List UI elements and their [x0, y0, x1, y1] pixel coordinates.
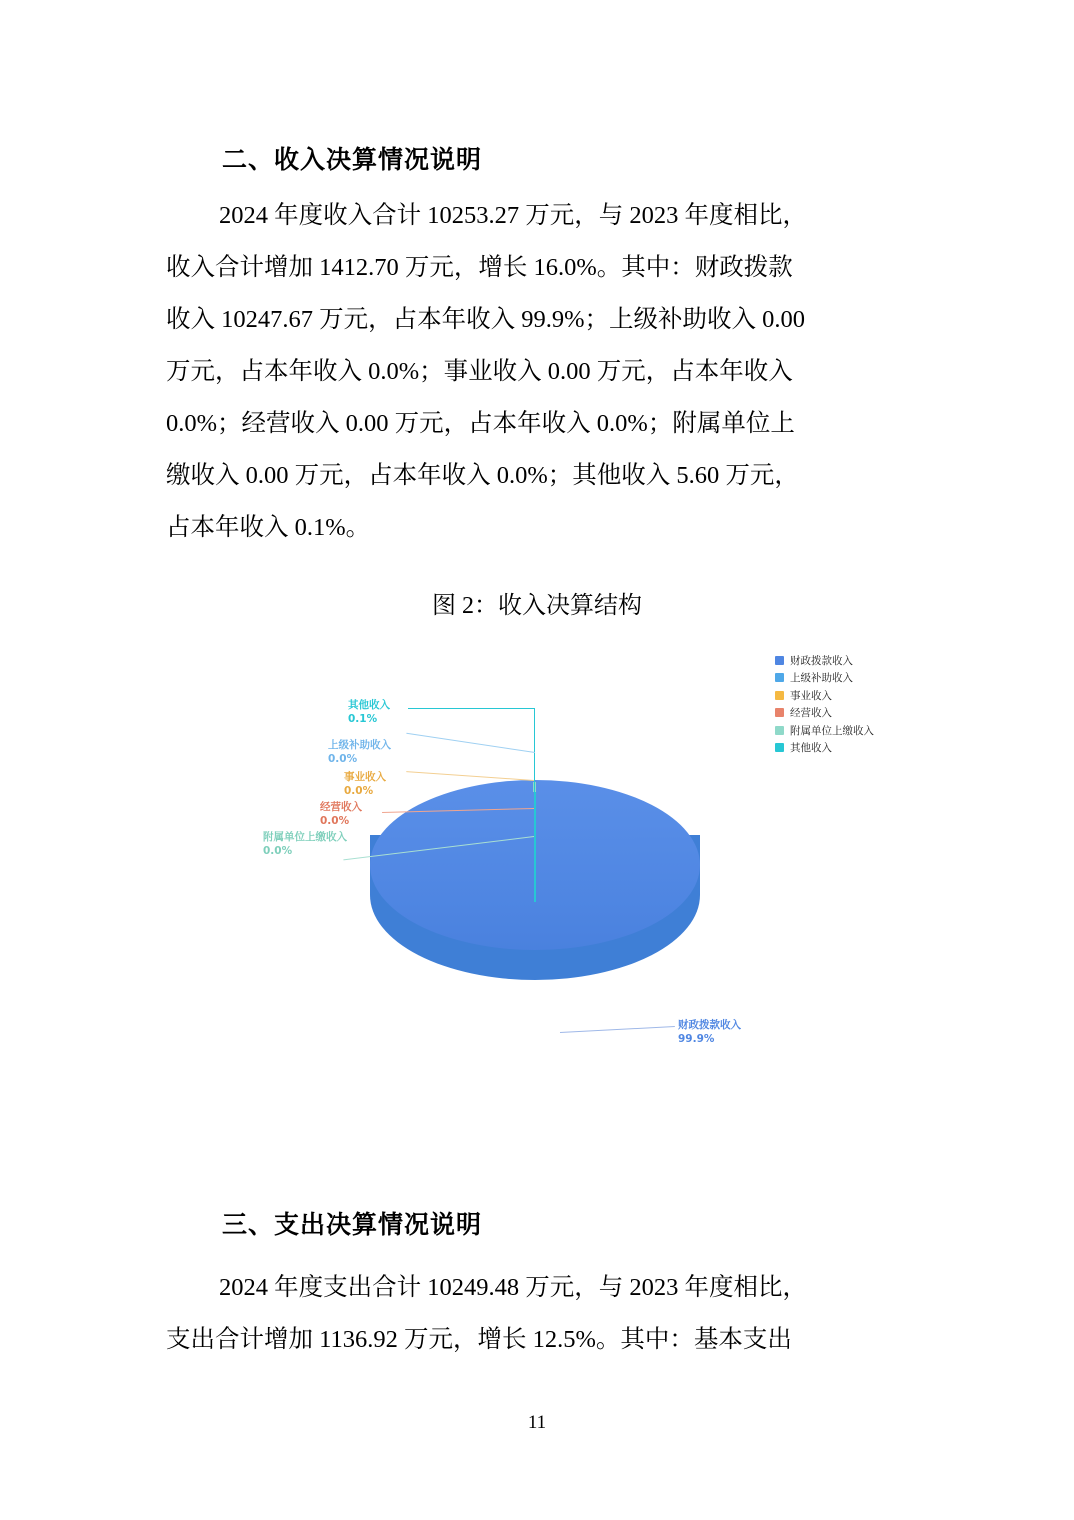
legend-swatch-icon: [775, 743, 784, 752]
legend-swatch-icon: [775, 726, 784, 735]
legend-item: [775, 705, 874, 721]
paragraph-expense: [166, 1262, 926, 1366]
pie-graphic: [370, 780, 700, 1010]
callout-leader-other-horizontal: [408, 708, 535, 709]
chart-legend: [775, 652, 874, 757]
paragraph-line: 缴收入 0.00 万元，占本年收入 0.0%；其他收入 5.60 万元，: [166, 462, 799, 489]
callout-value: 0.0%: [328, 753, 358, 765]
paragraph-line: 2024 年度支出合计 10249.48 万元，与 2023 年度相比，: [219, 1274, 807, 1301]
legend-label: 其他收入: [790, 742, 832, 754]
paragraph-line: 0.0%；经营收入 0.00 万元，占本年收入 0.0%；附属单位上: [166, 410, 795, 437]
legend-label: 附属单位上缴收入: [790, 724, 874, 737]
callout-leader-superior: [406, 733, 535, 753]
page-number: 11: [527, 1412, 547, 1433]
legend-swatch-icon: [775, 656, 784, 665]
callout-name: 经营收入: [320, 801, 362, 813]
callout-value: 0.0%: [320, 815, 350, 827]
paragraph-line: 收入 10247.67 万元，占本年收入 99.9%；上级补助收入 0.00: [166, 306, 806, 333]
callout-name: 财政拨款收入: [678, 1019, 741, 1031]
callout-name: 附属单位上缴收入: [263, 831, 347, 843]
legend-label: 财政拨款收入: [790, 654, 853, 667]
callout-subordinate-remittance-income: [263, 830, 347, 858]
callout-value: 0.0%: [263, 845, 293, 857]
callout-value: 0.0%: [344, 785, 374, 797]
legend-label: 上级补助收入: [790, 672, 853, 684]
pie-slice-other-income: [534, 784, 536, 902]
section-heading-income: 二、收入决算情况说明: [222, 145, 483, 174]
callout-other-income: [348, 698, 390, 726]
legend-item: [775, 687, 874, 703]
paragraph-line: 收入合计增加 1412.70 万元，增长 16.0%。其中：财政拨款: [166, 254, 793, 281]
callout-operating-income: [320, 800, 362, 828]
legend-item: [775, 670, 874, 686]
callout-business-income: [344, 770, 386, 798]
callout-superior-subsidy-income: [328, 738, 391, 766]
legend-item: [775, 722, 874, 738]
legend-item: [775, 652, 874, 668]
callout-value: 99.9%: [678, 1033, 715, 1045]
legend-swatch-icon: [775, 708, 784, 717]
callout-value: 0.1%: [348, 713, 378, 725]
callout-name: 上级补助收入: [328, 739, 391, 751]
income-structure-pie-chart: [230, 640, 874, 1070]
callout-fiscal-appropriation-income: [678, 1018, 741, 1046]
legend-swatch-icon: [775, 691, 784, 700]
paragraph-line: 占本年收入 0.1%。: [166, 514, 371, 541]
paragraph-income: [166, 190, 926, 554]
legend-item: [775, 740, 874, 756]
legend-swatch-icon: [775, 673, 784, 682]
legend-label: 事业收入: [790, 689, 832, 702]
legend-label: 经营收入: [790, 707, 832, 719]
paragraph-line: 万元，占本年收入 0.0%；事业收入 0.00 万元，占本年收入: [166, 358, 793, 385]
callout-leader-fiscal: [560, 1026, 675, 1033]
figure-caption: 图 2：收入决算结构: [432, 593, 642, 619]
callout-name: 其他收入: [348, 699, 390, 711]
paragraph-line: 2024 年度收入合计 10253.27 万元，与 2023 年度相比，: [219, 202, 807, 229]
section-heading-expense: 三、支出决算情况说明: [222, 1210, 483, 1239]
paragraph-line: 支出合计增加 1136.92 万元，增长 12.5%。其中：基本支出: [166, 1326, 792, 1353]
callout-name: 事业收入: [344, 771, 386, 783]
